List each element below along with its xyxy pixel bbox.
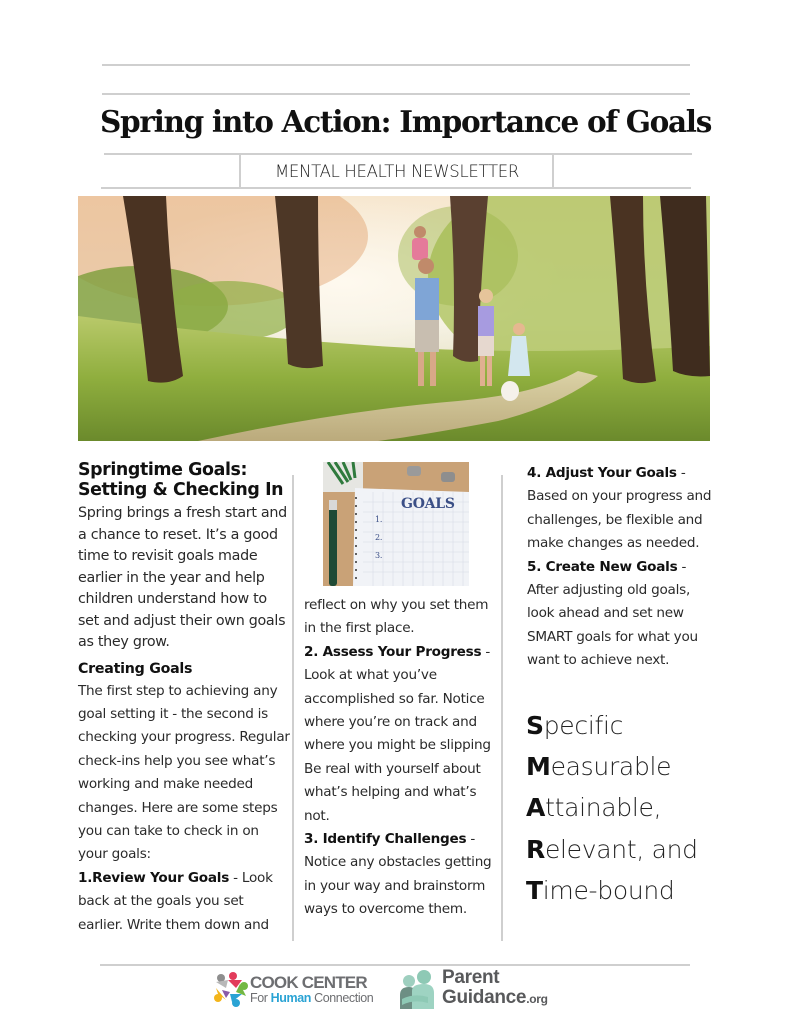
svg-text:2.: 2. [375, 533, 383, 542]
smart-attainable: Attainable, [526, 793, 662, 823]
column-divider-1 [292, 475, 294, 941]
top-rule-1 [102, 64, 690, 66]
parent-guidance-line2: Guidance.org [442, 987, 548, 1008]
column-2 [304, 462, 500, 922]
column-3 [527, 462, 712, 673]
column-1 [78, 460, 290, 937]
cook-center-logo[interactable] [212, 970, 373, 1008]
step-5 [527, 556, 712, 673]
step-1-text: - Look back at the goals you set earlier. Write them down and [78, 869, 273, 933]
goals-notepad-icon [323, 462, 469, 586]
smart-acronym [526, 705, 698, 911]
family-photo-icon [78, 196, 710, 441]
step-5-title: 5. Create New Goals [527, 558, 678, 575]
smart-measurable: Measurable [526, 752, 672, 782]
svg-text:1.: 1. [375, 515, 383, 524]
step-4-title: 4. Adjust Your Goals [527, 465, 677, 481]
step-1 [78, 867, 290, 937]
step-2-text: - Look at what you’ve accomplished so far. Notice where you’re on track and where you might be slipping Be real with yourself about what’s helping and what’s not. [304, 643, 491, 824]
step-2-title: 2. Assess Your Progress [304, 643, 482, 660]
cook-center-people-icon [212, 970, 248, 1008]
step-3 [304, 828, 500, 922]
subtitle-rule-bottom [101, 187, 691, 189]
step-2 [304, 641, 500, 828]
svg-text:3.: 3. [375, 551, 383, 560]
cook-center-tagline: For Human Connection [250, 990, 374, 1005]
hero-image [78, 196, 710, 441]
title-rule-bottom [104, 153, 692, 155]
cook-center-name: COOK CENTER [250, 972, 367, 992]
step-1-continued: reflect on why you set them in the first place. [304, 597, 489, 637]
step-5-text: - After adjusting old goals, look ahead and set new SMART goals for what you want to achieve next. [527, 558, 698, 669]
creating-goals-body: The first step to achieving any goal setting it - the second is checking your progress. Regular check-ins help you see what’s working and make needed changes. Here are some steps you can take to check in on your goals: [78, 682, 290, 863]
step-3-title: 3. Identify Challenges [304, 831, 467, 848]
parent-guidance-hug-icon [398, 969, 436, 1009]
parent-guidance-logo[interactable] [398, 968, 548, 1010]
svg-text:GOALS: GOALS [401, 496, 455, 512]
step-4 [527, 462, 712, 556]
smart-time-bound: Time-bound [526, 875, 675, 905]
creating-goals-heading: Creating Goals [78, 660, 193, 677]
smart-specific: Specific [526, 711, 624, 740]
step-1-title: 1.Review Your Goals [78, 869, 230, 886]
section-heading: Springtime Goals: Setting & Checking In [78, 460, 284, 500]
footer-rule [100, 964, 690, 966]
page-title: Spring into Action: Importance of Goals [100, 104, 712, 139]
column-divider-2 [501, 475, 503, 941]
footer-logos [210, 968, 580, 1018]
top-rule-2 [102, 93, 690, 95]
newsletter-subtitle: MENTAL HEALTH NEWSLETTER [274, 162, 520, 181]
smart-relevant: Relevant, and [526, 834, 698, 864]
step-3-text: - Notice any obstacles getting in your way and brainstorm ways to overcome them. [304, 831, 492, 918]
parent-guidance-line1: Parent [442, 967, 500, 988]
step-4-text: - Based on your progress and challenges, be flexible and make changes as needed. [527, 465, 712, 552]
intro-paragraph: Spring brings a fresh start and a chance to reset. It’s a good time to revisit goals made earlier in the year and help children understand how to set and adjust their own goals as they grow. [78, 505, 287, 650]
goals-notepad-image [323, 462, 469, 586]
